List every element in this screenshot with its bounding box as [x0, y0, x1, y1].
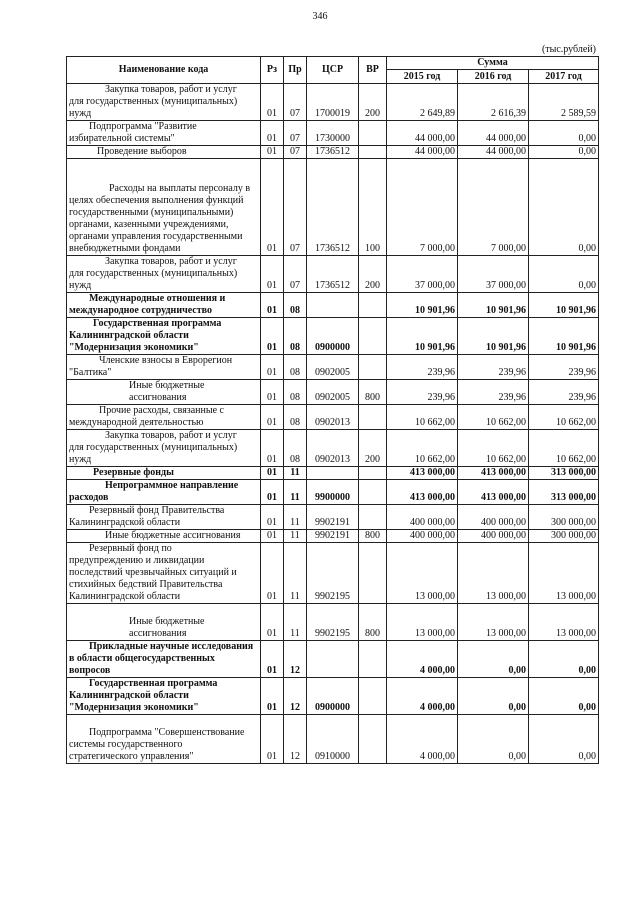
row-name-line: последствий чрезвычайных ситуаций и [69, 567, 237, 578]
row-name [67, 543, 261, 604]
row-name-line [69, 715, 258, 727]
row-vr [359, 715, 387, 764]
row-rz: 01 [261, 505, 284, 530]
row-vr [359, 480, 387, 505]
row-name-line: Расходы на выплаты персоналу в [109, 183, 251, 194]
row-pr: 12 [284, 641, 307, 678]
row-csr: 0900000 [307, 678, 359, 715]
row-2015: 37 000,00 [387, 256, 458, 293]
table-row [67, 380, 599, 405]
header-name: Наименование кода [67, 57, 261, 84]
row-2017: 0,00 [529, 256, 599, 293]
row-pr: 07 [284, 256, 307, 293]
row-name-line: Проведение выборов [97, 146, 187, 157]
row-name-line: Резервные фонды [93, 467, 174, 478]
row-name-line: нужд [69, 454, 92, 465]
row-name-line: предупреждению и ликвидации [69, 555, 205, 566]
row-vr [359, 405, 387, 430]
row-name-line: целях обеспечения выполнения функций [69, 195, 244, 206]
row-rz: 01 [261, 256, 284, 293]
row-name-line: Калининградской области [69, 591, 181, 602]
row-name [67, 715, 261, 764]
row-rz: 01 [261, 543, 284, 604]
header-csr: ЦСР [307, 57, 359, 84]
row-2017: 239,96 [529, 355, 599, 380]
header-vr: ВР [359, 57, 387, 84]
row-pr: 11 [284, 480, 307, 505]
row-name-line: нужд [69, 280, 92, 291]
row-name [67, 380, 261, 405]
row-name-line: стихийных бедствий Правительства [69, 579, 223, 590]
row-name [67, 678, 261, 715]
row-pr: 11 [284, 543, 307, 604]
row-2017: 0,00 [529, 159, 599, 256]
row-csr: 1736512 [307, 256, 359, 293]
row-vr [359, 641, 387, 678]
row-name-line: Закупка товаров, работ и услуг [105, 256, 237, 267]
row-rz: 01 [261, 318, 284, 355]
row-name-line: Государственная программа [89, 678, 218, 689]
row-name-line: органами управления государственными [69, 231, 243, 242]
row-2016: 0,00 [458, 678, 529, 715]
row-2015: 10 662,00 [387, 430, 458, 467]
header-pr: Пр [284, 57, 307, 84]
row-name-line: стратегического управления" [69, 751, 194, 762]
row-rz: 01 [261, 146, 284, 159]
table-row [67, 84, 599, 121]
header-2017: 2017 год [529, 70, 599, 84]
row-rz: 01 [261, 293, 284, 318]
table-row [67, 146, 599, 159]
row-pr: 08 [284, 430, 307, 467]
row-2017: 313 000,00 [529, 480, 599, 505]
row-name-line: Калининградской области [69, 690, 189, 701]
header-2016: 2016 год [458, 70, 529, 84]
row-pr: 08 [284, 355, 307, 380]
row-rz: 01 [261, 604, 284, 641]
row-csr: 0902005 [307, 355, 359, 380]
row-csr: 0900000 [307, 318, 359, 355]
row-name-line: системы государственного [69, 739, 183, 750]
row-pr: 11 [284, 467, 307, 480]
row-name [67, 530, 261, 543]
row-2015: 13 000,00 [387, 604, 458, 641]
row-name-line: "Модернизация экономики" [69, 342, 199, 353]
row-2017: 13 000,00 [529, 604, 599, 641]
table-row [67, 318, 599, 355]
row-name-line: международной деятельностью [69, 417, 204, 428]
table-row [67, 604, 599, 641]
row-name [67, 505, 261, 530]
row-2015: 44 000,00 [387, 121, 458, 146]
row-name-line: Подпрограмма "Развитие [89, 121, 197, 132]
header-sum: Сумма [387, 57, 599, 70]
row-2016: 0,00 [458, 715, 529, 764]
row-csr: 9902195 [307, 604, 359, 641]
row-2015: 239,96 [387, 380, 458, 405]
row-2015: 44 000,00 [387, 146, 458, 159]
row-vr [359, 467, 387, 480]
table-row [67, 480, 599, 505]
row-name-line: Иные бюджетные ассигнования [105, 530, 241, 541]
row-name-line: в области общегосударственных [69, 653, 215, 664]
row-name-line: Иные бюджетные ассигнования [129, 616, 205, 639]
row-2016: 239,96 [458, 355, 529, 380]
row-rz: 01 [261, 530, 284, 543]
row-name-line: "Балтика" [69, 367, 112, 378]
row-2015: 4 000,00 [387, 678, 458, 715]
row-2017: 300 000,00 [529, 530, 599, 543]
row-name-line: Закупка товаров, работ и услуг [105, 430, 237, 441]
row-vr: 800 [359, 604, 387, 641]
row-csr: 9902195 [307, 543, 359, 604]
row-2015: 413 000,00 [387, 480, 458, 505]
row-2015: 400 000,00 [387, 505, 458, 530]
row-2017: 239,96 [529, 380, 599, 405]
row-csr: 9902191 [307, 505, 359, 530]
row-csr: 1730000 [307, 121, 359, 146]
row-name [67, 159, 261, 256]
row-pr: 07 [284, 159, 307, 256]
row-name [67, 480, 261, 505]
row-name [67, 641, 261, 678]
row-2016: 413 000,00 [458, 467, 529, 480]
row-name-line [69, 171, 258, 183]
row-name-line: органами, казенными учреждениями, [69, 219, 229, 230]
row-vr [359, 543, 387, 604]
row-2015: 4 000,00 [387, 641, 458, 678]
row-csr [307, 467, 359, 480]
row-name-line: расходов [69, 492, 109, 503]
row-2016: 10 662,00 [458, 430, 529, 467]
budget-table [66, 56, 599, 764]
row-pr: 12 [284, 715, 307, 764]
header-2015: 2015 год [387, 70, 458, 84]
row-vr [359, 293, 387, 318]
row-2016: 239,96 [458, 380, 529, 405]
row-name-line: Прочие расходы, связанные с [99, 405, 224, 416]
row-rz: 01 [261, 84, 284, 121]
row-vr [359, 505, 387, 530]
row-2016: 10 901,96 [458, 293, 529, 318]
row-2017: 300 000,00 [529, 505, 599, 530]
table-row [67, 121, 599, 146]
row-name-line: Калининградской области [69, 517, 181, 528]
row-rz: 01 [261, 715, 284, 764]
row-vr [359, 121, 387, 146]
row-vr [359, 318, 387, 355]
row-pr: 08 [284, 293, 307, 318]
row-name [67, 430, 261, 467]
row-csr: 0902005 [307, 380, 359, 405]
row-rz: 01 [261, 121, 284, 146]
row-2016: 2 616,39 [458, 84, 529, 121]
row-name [67, 355, 261, 380]
table-body [67, 84, 599, 764]
row-name-line: "Модернизация экономики" [69, 702, 199, 713]
row-csr [307, 641, 359, 678]
row-name-line: для государственных (муниципальных) [69, 442, 238, 453]
table-row [67, 505, 599, 530]
row-name-line [69, 604, 258, 616]
row-csr: 0910000 [307, 715, 359, 764]
row-rz: 01 [261, 380, 284, 405]
row-2017: 10 662,00 [529, 405, 599, 430]
row-name-line: Непрограммное направление [105, 480, 239, 491]
row-pr: 08 [284, 318, 307, 355]
row-2015: 2 649,89 [387, 84, 458, 121]
row-2016: 10 662,00 [458, 405, 529, 430]
row-rz: 01 [261, 641, 284, 678]
row-2017: 313 000,00 [529, 467, 599, 480]
row-name [67, 293, 261, 318]
row-name-line: Государственная программа [93, 318, 222, 329]
table-row [67, 530, 599, 543]
row-name-line: избирательной системы" [69, 133, 175, 144]
row-2016: 400 000,00 [458, 505, 529, 530]
row-rz: 01 [261, 159, 284, 256]
units-label: (тыс.рублей) [541, 44, 596, 55]
row-csr: 1736512 [307, 146, 359, 159]
table-row [67, 641, 599, 678]
row-name-line: Иные бюджетные ассигнования [129, 380, 205, 403]
row-name-line: Прикладные научные исследования [89, 641, 254, 652]
row-2017: 10 662,00 [529, 430, 599, 467]
row-pr: 07 [284, 84, 307, 121]
row-rz: 01 [261, 467, 284, 480]
row-name-line [69, 159, 258, 171]
row-2017: 0,00 [529, 121, 599, 146]
row-2015: 413 000,00 [387, 467, 458, 480]
row-pr: 11 [284, 604, 307, 641]
row-pr: 07 [284, 121, 307, 146]
row-name-line: Резервный фонд Правительства [89, 505, 225, 516]
row-name-line: Международные отношения и [89, 293, 226, 304]
row-2016: 400 000,00 [458, 530, 529, 543]
table-row [67, 293, 599, 318]
row-pr: 11 [284, 530, 307, 543]
page-number: 346 [312, 11, 328, 22]
row-name-line: нужд [69, 108, 92, 119]
table-row [67, 405, 599, 430]
row-name-line: вопросов [69, 665, 111, 676]
row-name [67, 467, 261, 480]
row-pr: 08 [284, 405, 307, 430]
row-pr: 08 [284, 380, 307, 405]
table-row [67, 543, 599, 604]
row-csr: 1700019 [307, 84, 359, 121]
row-name-line: для государственных (муниципальных) [69, 96, 238, 107]
row-rz: 01 [261, 480, 284, 505]
row-vr [359, 146, 387, 159]
row-2017: 0,00 [529, 678, 599, 715]
row-2017: 0,00 [529, 146, 599, 159]
row-rz: 01 [261, 355, 284, 380]
row-2017: 2 589,59 [529, 84, 599, 121]
table-row [67, 678, 599, 715]
row-name-line: государственными (муниципальными) [69, 207, 234, 218]
row-2016: 10 901,96 [458, 318, 529, 355]
row-2015: 10 901,96 [387, 318, 458, 355]
row-2015: 13 000,00 [387, 543, 458, 604]
row-2015: 400 000,00 [387, 530, 458, 543]
row-name [67, 405, 261, 430]
row-name-line: международное сотрудничество [69, 305, 212, 316]
row-vr: 100 [359, 159, 387, 256]
row-rz: 01 [261, 678, 284, 715]
row-2016: 413 000,00 [458, 480, 529, 505]
row-name-line: Закупка товаров, работ и услуг [105, 84, 237, 95]
row-2017: 0,00 [529, 715, 599, 764]
row-vr: 200 [359, 256, 387, 293]
row-2015: 10 662,00 [387, 405, 458, 430]
table-row [67, 430, 599, 467]
row-name-line: Резервный фонд по [89, 543, 172, 554]
table-row [67, 159, 599, 256]
row-csr: 9902191 [307, 530, 359, 543]
table-row [67, 715, 599, 764]
row-vr [359, 355, 387, 380]
row-2016: 44 000,00 [458, 121, 529, 146]
row-csr: 9900000 [307, 480, 359, 505]
row-2016: 37 000,00 [458, 256, 529, 293]
row-2016: 0,00 [458, 641, 529, 678]
row-2016: 44 000,00 [458, 146, 529, 159]
row-2017: 10 901,96 [529, 293, 599, 318]
row-csr: 1736512 [307, 159, 359, 256]
row-2017: 0,00 [529, 641, 599, 678]
row-2017: 10 901,96 [529, 318, 599, 355]
row-vr: 200 [359, 430, 387, 467]
row-csr [307, 293, 359, 318]
row-name [67, 121, 261, 146]
row-vr [359, 678, 387, 715]
row-name-line: внебюджетными фондами [69, 243, 181, 254]
row-2016: 7 000,00 [458, 159, 529, 256]
row-vr: 800 [359, 380, 387, 405]
row-name [67, 146, 261, 159]
row-pr: 11 [284, 505, 307, 530]
header-rz: Рз [261, 57, 284, 84]
row-rz: 01 [261, 430, 284, 467]
table-row [67, 355, 599, 380]
row-csr: 0902013 [307, 405, 359, 430]
table-row [67, 467, 599, 480]
row-2015: 4 000,00 [387, 715, 458, 764]
row-name-line: Подпрограмма "Совершенствование [89, 727, 245, 738]
row-vr: 200 [359, 84, 387, 121]
row-pr: 12 [284, 678, 307, 715]
row-name-line: Членские взносы в Еврорегион [99, 355, 233, 366]
row-pr: 07 [284, 146, 307, 159]
row-name-line: для государственных (муниципальных) [69, 268, 238, 279]
row-2015: 10 901,96 [387, 293, 458, 318]
row-name [67, 84, 261, 121]
row-vr: 800 [359, 530, 387, 543]
row-name [67, 604, 261, 641]
row-2016: 13 000,00 [458, 604, 529, 641]
row-2017: 13 000,00 [529, 543, 599, 604]
table-row [67, 256, 599, 293]
row-name-line: Калининградской области [69, 330, 189, 341]
row-csr: 0902013 [307, 430, 359, 467]
row-2016: 13 000,00 [458, 543, 529, 604]
row-2015: 7 000,00 [387, 159, 458, 256]
row-name [67, 256, 261, 293]
row-name [67, 318, 261, 355]
row-2015: 239,96 [387, 355, 458, 380]
row-rz: 01 [261, 405, 284, 430]
